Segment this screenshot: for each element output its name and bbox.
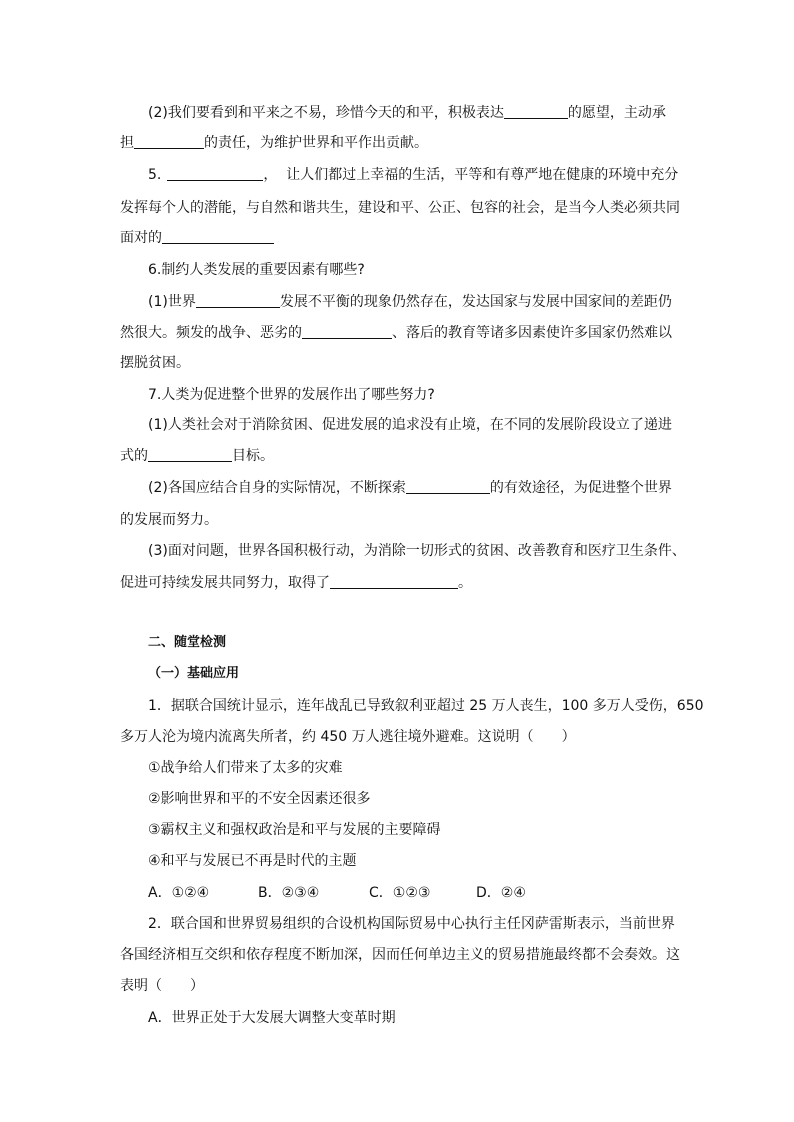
q7-p3-text-c: 。 [458,575,472,591]
q7-p3-line-1: (3)面对问题，世界各国积极行动，为消除一切形式的贫困、改善教育和医疗卫生条件、 [148,543,686,559]
q1-stem-line-2: 多万人沦为境内流离失所者，约 450 万人逃往境外避难。这说明（ ） [120,729,576,745]
q1-option-d[interactable]: D．②④ [476,885,526,901]
q6-title: 6.制约人类发展的重要因素有哪些? [148,262,365,278]
q1-stem-line-1: 1．据联合国统计显示，连年战乱已导致叙利亚超过 25 万人丧生，100 多万人受伤，650 [148,698,704,714]
s4-text-d: 的责任，为维护世界和平作出贡献。 [204,135,428,151]
q5-text-d: 面对的 [120,230,162,246]
q5-comma: ， [263,167,278,183]
q7-p2-line-1 [148,479,672,497]
s4-text-a: (2)我们要看到和平来之不易，珍惜今天的和平，积极表达 [148,105,504,121]
q7-p1-line-2 [120,447,274,465]
subsection-heading: （一）基础应用 [148,666,240,681]
q2-stem-line-2: 各国经济相互交织和依存程度不断加深，因而任何单边主义的贸易措施最终都不会奏效。这 [120,947,680,963]
q2-stem-line-3: 表明（ ） [120,978,204,994]
q7-p2-line-2: 的发展而努力。 [120,512,218,528]
q1-option-a[interactable]: A．①②④ [148,885,210,901]
q5-number: 5. [148,167,162,183]
q5-line-2: 发挥每个人的潜能，与自然和谐共生，建设和平、公正、包容的社会，是当今人类必须共同 [120,200,680,216]
answer-blank[interactable] [330,574,458,589]
s4-text-b: 的愿望，主动承 [567,105,666,121]
q6-text-d: 、落后的教育等诸多因素使许多国家仍然难以 [392,325,672,341]
q5-line-3 [120,229,274,247]
q6-text-c: 然很大。频发的战争、恶劣的 [120,325,302,341]
q1-statement: ③霸权主义和强权政治是和平与发展的主要障碍 [148,822,441,838]
q7-p1-text-b: 式的 [120,448,148,464]
answer-blank[interactable] [196,293,280,308]
q1-option-b[interactable]: B．②③④ [258,885,320,901]
answer-blank[interactable] [504,104,568,119]
s4-line-1 [148,104,666,122]
q7-p3-line-2 [120,574,472,592]
q7-p1-text-c: 目标。 [232,448,274,464]
s4-text-c: 担 [120,135,134,151]
q1-option-c[interactable]: C．①②③ [369,885,431,901]
q7-title: 7.人类为促进整个世界的发展作出了哪些努力? [148,387,435,403]
answer-blank[interactable] [134,134,204,149]
q6-line-3: 摆脱贫困。 [120,355,190,371]
answer-blank[interactable] [148,447,232,462]
q1-options [148,884,526,902]
q5-line-1 [148,166,678,184]
answer-blank[interactable] [302,324,392,339]
q6-line-1 [148,293,672,311]
q1-statement: ④和平与发展已不再是时代的主题 [148,853,357,869]
section-heading: 二、随堂检测 [148,635,227,650]
s4-line-2 [120,134,428,152]
q1-statement: ①战争给人们带来了太多的灾难 [148,760,343,776]
q7-p2-text-a: (2)各国应结合自身的实际情况，不断探索 [148,480,406,496]
answer-blank[interactable] [167,166,263,181]
q1-statement: ②影响世界和平的不安全因素还很多 [148,791,371,807]
q6-line-2 [120,324,672,342]
q6-text-a: (1)世界 [148,294,196,310]
q2-stem-line-1: 2．联合国和世界贸易组织的合设机构国际贸易中心执行主任冈萨雷斯表示，当前世界 [148,916,675,932]
q7-p3-text-b: 促进可持续发展共同努力，取得了 [120,575,330,591]
answer-blank[interactable] [162,229,274,244]
q2-option-a[interactable]: A．世界正处于大发展大调整大变革时期 [148,1010,396,1026]
q7-p2-text-b: 的有效途径，为促进整个世界 [489,480,672,496]
answer-blank[interactable] [406,479,490,494]
q7-p1-line-1: (1)人类社会对于消除贫困、促进发展的追求没有止境，在不同的发展阶段设立了递进 [148,417,672,433]
q5-text-b: 让人们都过上幸福的生活，平等和有尊严地在健康的环境中充分 [286,167,679,183]
q6-text-b: 发展不平衡的现象仍然存在，发达国家与发展中国家间的差距仍 [279,294,672,310]
